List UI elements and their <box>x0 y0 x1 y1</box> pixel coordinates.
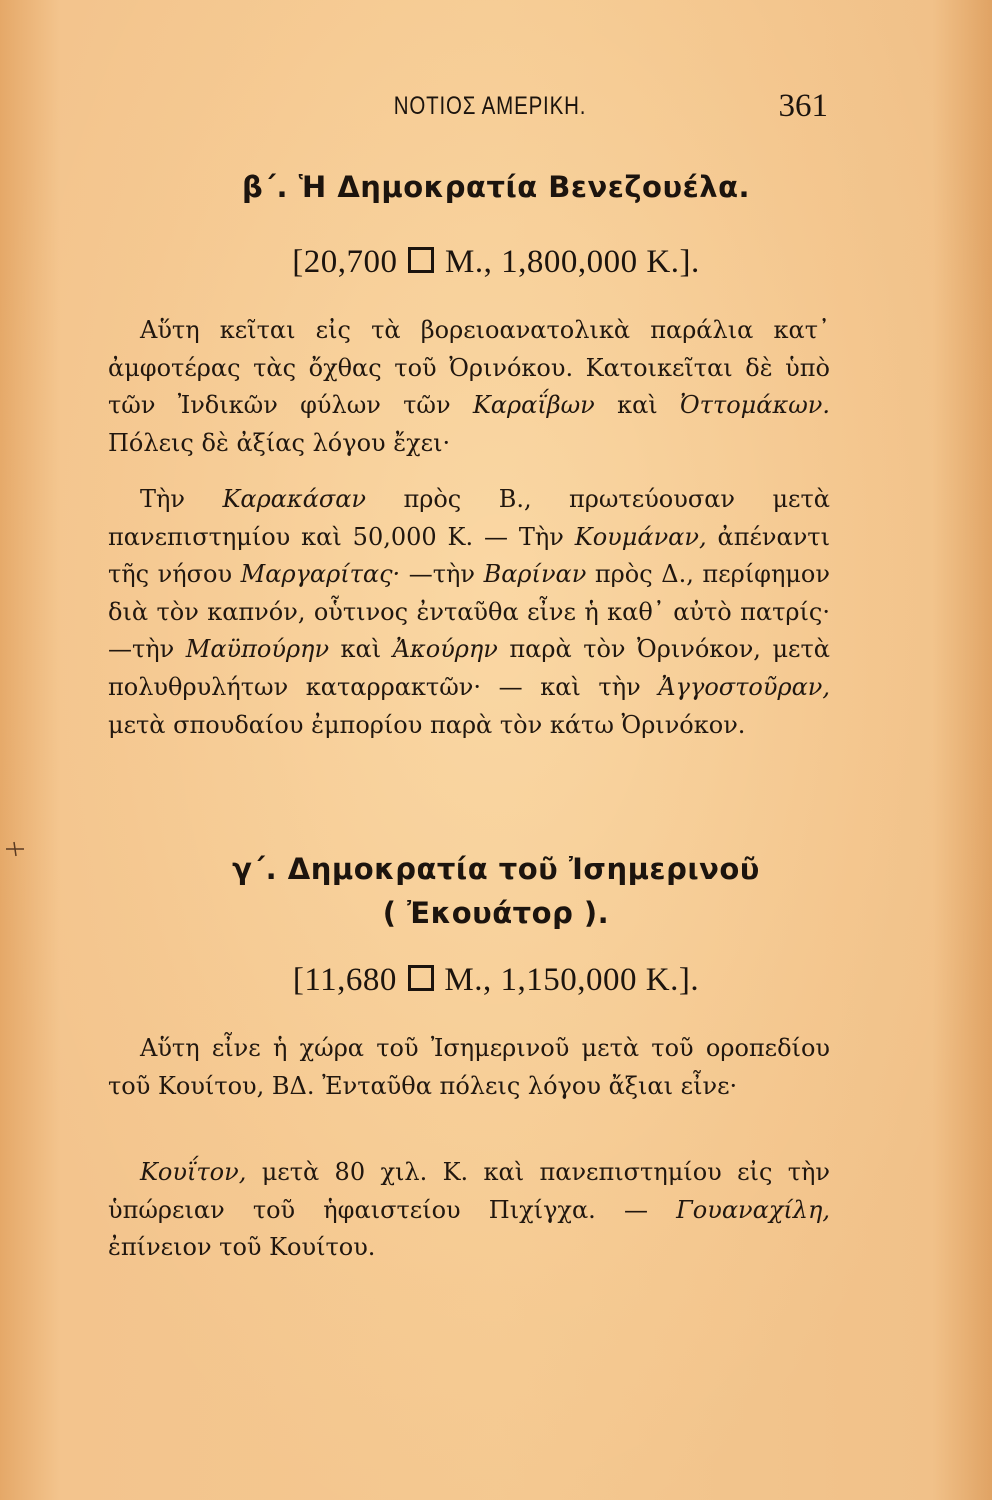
text-run: —τὴν <box>408 560 475 589</box>
text-run: μετὰ 80 χιλ. Κ. καὶ πανεπιστημίου εἰς τὴν ὑπώρειαν τοῦ ἡφαιστείου Πιχίγχα. — <box>108 1158 830 1224</box>
paragraph-venezuela-intro <box>108 312 830 462</box>
tribe-name: Ὀττομάκων. <box>679 391 830 420</box>
text-run: ἀπέναντι τῆς νήσου <box>108 522 830 589</box>
square-unit-icon <box>408 247 434 273</box>
text-run: πρὸς Β., πρωτεύουσαν μετὰ πανεπιστημίου καὶ 50,000 Κ. — Τὴν <box>108 485 830 551</box>
stats-area: [11,680 <box>292 962 397 998</box>
city-name: Βαρίναν <box>483 560 587 589</box>
city-name: Μαϋπούρην <box>185 635 330 664</box>
page-number: 361 <box>778 88 828 124</box>
page-header <box>0 88 992 132</box>
stats-population: Μ., 1,150,000 Κ.]. <box>444 962 700 998</box>
city-name: Κουμάναν, <box>574 522 707 551</box>
paragraph-ecuador-cities <box>108 1154 830 1267</box>
text-run: Τὴν <box>140 485 185 513</box>
city-name: Καρακάσαν <box>222 485 367 513</box>
city-name: Ἀγγοστοῦραν, <box>658 672 830 701</box>
stats-area: [20,700 <box>292 244 398 280</box>
running-head: ΝΟΤΙΟΣ ΑΜΕΡΙΚΗ. <box>393 92 587 120</box>
stats-population: Μ., 1,800,000 Κ.]. <box>445 244 700 280</box>
paragraph-ecuador-intro <box>108 1030 830 1105</box>
island-name: Μαργαρίτας· <box>240 560 401 589</box>
text-run: Αὕτη κεῖται εἰς τὰ βορειοανατολικὰ παράλια κατ᾿ ἀμφοτέρας τὰς ὄχθας τοῦ Ὀρινόκου. Κατοικεῖται δὲ ὑπὸ τῶν Ἰνδικῶν φύλων τῶν <box>108 316 830 420</box>
text-run: Αὕτη εἶνε ἡ χώρα τοῦ Ἰσημερινοῦ μετὰ τοῦ οροπεδίου τοῦ Κουίτου, ΒΔ. Ἐνταῦθα πόλεις λόγου ἄξιαι εἶνε· <box>108 1034 830 1100</box>
section-title-ecuador-line1: γ΄. Δημοκρατία τοῦ Ἰσημερινοῦ <box>232 852 760 886</box>
section-title-ecuador-line2: ( Ἐκουάτορ ). <box>382 896 610 930</box>
text-run: ἐπίνειον τοῦ Κουίτου. <box>108 1233 376 1262</box>
section-title-venezuela: β΄. Ἡ Δημοκρατία Βενεζουέλα. <box>241 170 751 204</box>
square-unit-icon <box>408 965 434 991</box>
section-stats-ecuador <box>0 962 992 999</box>
section-stats-venezuela <box>0 244 992 281</box>
tribe-name: Καραΐβων <box>472 391 595 420</box>
text-run: παρὰ τὸν Ὀρινόκον, μετὰ πολυθρυλήτων καταρρακτῶν· — καὶ τὴν <box>108 635 830 701</box>
text-run: μετὰ σπουδαίου ἐμπορίου παρὰ τὸν κάτω Ὀρινόκον. <box>108 710 746 739</box>
city-name: Ἀκούρην <box>392 635 498 664</box>
text-run: καὶ <box>340 635 382 664</box>
paragraph-venezuela-cities <box>108 481 830 744</box>
text-run: καὶ <box>617 391 658 420</box>
text-run: Πόλεις δὲ ἀξίας λόγου ἔχει· <box>108 428 451 457</box>
text-run: πρὸς Δ., περίφημον διὰ τὸν καπνόν, οὗτινος ἐνταῦθα εἶνε ἡ καθ᾿ αὐτὸ πατρίς·—τὴν <box>108 560 830 664</box>
city-name: Γουαναχίλη, <box>676 1195 830 1224</box>
city-name: Κουΐτον, <box>140 1158 247 1186</box>
